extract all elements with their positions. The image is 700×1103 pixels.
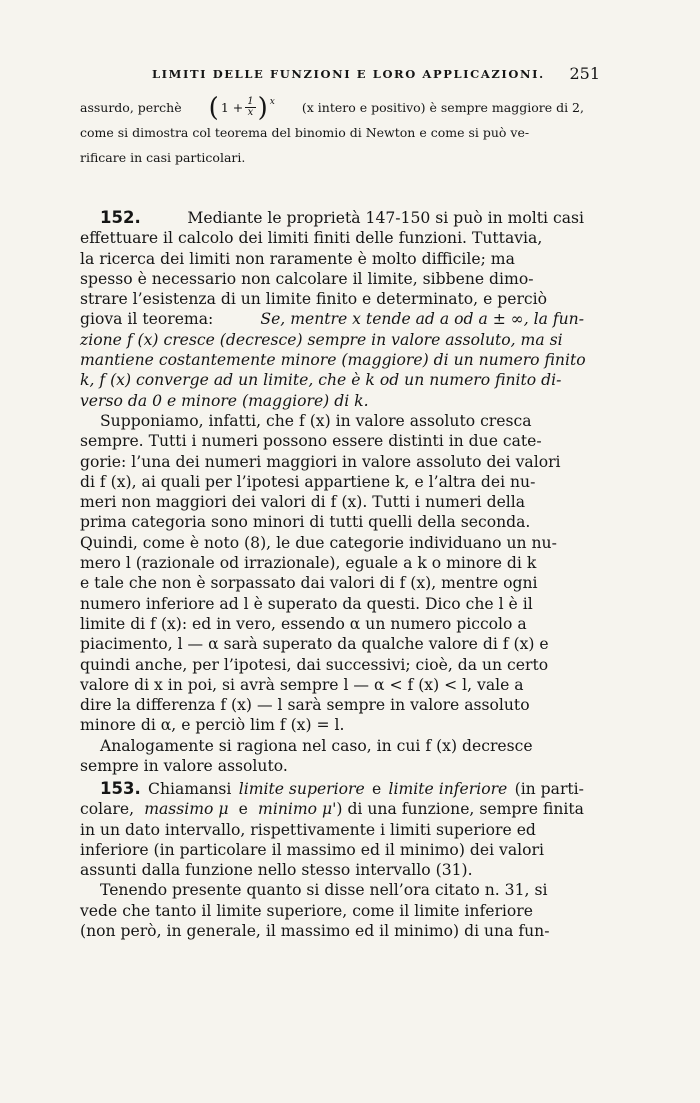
text-line: Analogamente si ragiona nel caso, in cui f (x) decresce — [100, 736, 533, 755]
text-line: 153. Chiamansi limite superiore e limite inferiore (in parti- — [100, 779, 584, 798]
theorem-line: k, f (x) converge ad un limite, che è k od un numero finito di- — [80, 371, 562, 390]
section-153 — [80, 779, 584, 941]
theorem-line: zione f (x) cresce (decresce) sempre in valore assoluto, ma si — [80, 330, 563, 349]
page-number: 251 — [569, 64, 600, 83]
text-line: vede che tanto il limite superiore, come il limite inferiore — [80, 901, 533, 920]
section-number: 153. — [100, 779, 141, 798]
text-line: in un dato intervallo, rispettivamente i limiti superiore ed — [80, 820, 536, 839]
text-line: assunti dalla funzione nello stesso intervallo (31). — [80, 861, 473, 880]
section-152 — [80, 208, 584, 776]
text-line: piacimento, l — α sarà superato da qualche valore di f (x) e — [80, 635, 549, 654]
text-line: strare l’esistenza di un limite finito e determinato, e perciò — [80, 290, 548, 309]
text-line: numero inferiore ad l è superato da questi. Dico che l è il — [80, 594, 533, 613]
text-line: sempre in valore assoluto. — [80, 757, 288, 776]
theorem-text: Se, mentre x tende ad a od a ± ∞, la fun- — [260, 310, 584, 329]
text-line: minore di α, e perciò lim f (x) = l. — [80, 716, 345, 735]
text-line: gorie: l’una dei numeri maggiori in valore assoluto dei valori — [80, 452, 561, 471]
running-head — [80, 64, 600, 84]
note-line: rificare in casi particolari. — [80, 150, 246, 165]
text-line: e tale che non è sorpassato dai valori di f (x), mentre ogni — [80, 574, 538, 593]
text-line: effettuare il calcolo dei limiti finiti delle funzioni. Tuttavia, — [80, 229, 543, 248]
note-line: assurdo, perchè ( 1 + $\frac{1}{x}$ ) $^x$ (x intero e positivo) è sempre maggiore di 2, — [80, 92, 584, 123]
text-line: quindi anche, per l’ipotesi, dai successivi; cioè, da un certo — [80, 655, 549, 674]
fraction: $\frac{1}{x}$ — [247, 95, 254, 118]
footnote-continuation — [80, 92, 584, 170]
text-line: inferiore (in particolare il massimo ed il minimo) dei valori — [80, 840, 544, 859]
text-line: Quindi, come è noto (8), le due categorie individuano un nu- — [80, 533, 557, 552]
text-line: spesso è necessario non calcolare il limite, sibbene dimo- — [80, 269, 534, 288]
note-line: come si dimostra col teorema del binomio di Newton e come si può ve- — [80, 125, 530, 140]
text-line: valore di x in poi, si avrà sempre l — α < f (x) < l, vale a — [80, 675, 524, 694]
text-line: di f (x), ai quali per l’ipotesi appartiene k, e l’altra dei nu- — [80, 472, 536, 491]
text-line: colare, massimo μ e minimo μ') di una funzione, sempre finita — [80, 800, 584, 819]
section-number: 152. — [100, 208, 141, 227]
text-line: mero l (razionale od irrazionale), eguale a k o minore di k — [80, 554, 537, 573]
text-line: meri non maggiori dei valori di f (x). Tutti i numeri della — [80, 493, 526, 512]
text-line: 152. Mediante le proprietà 147-150 si può in molti casi — [100, 208, 584, 227]
power-expression: ( 1 + $\frac{1}{x}$ ) $^x$ — [208, 92, 275, 123]
text-line: (non però, in generale, il massimo ed il minimo) di una fun- — [80, 922, 550, 941]
theorem-line: mantiene costantemente minore (maggiore) di un numero finito — [80, 351, 586, 370]
text-line: prima categoria sono minori di tutti quelli della seconda. — [80, 513, 531, 532]
text-line: Tenendo presente quanto si disse nell’ora citato n. 31, si — [100, 881, 548, 900]
text-line: la ricerca dei limiti non raramente è molto difficile; ma — [80, 249, 515, 268]
text-line: limite di f (x): ed in vero, essendo α un numero piccolo a — [80, 614, 527, 633]
theorem-line: verso da 0 e minore (maggiore) di k. — [80, 391, 369, 410]
text-line: dire la differenza f (x) — l sarà sempre in valore assoluto — [80, 696, 530, 715]
running-title: LIMITI DELLE FUNZIONI E LORO APPLICAZIONI. — [152, 67, 545, 81]
text-line: giova il teorema: Se, mentre x tende ad a od a ± ∞, la fun- — [80, 310, 584, 329]
text-line: Supponiamo, infatti, che f (x) in valore assoluto cresca — [100, 411, 532, 430]
text-line: sempre. Tutti i numeri possono essere distinti in due cate- — [80, 432, 542, 451]
